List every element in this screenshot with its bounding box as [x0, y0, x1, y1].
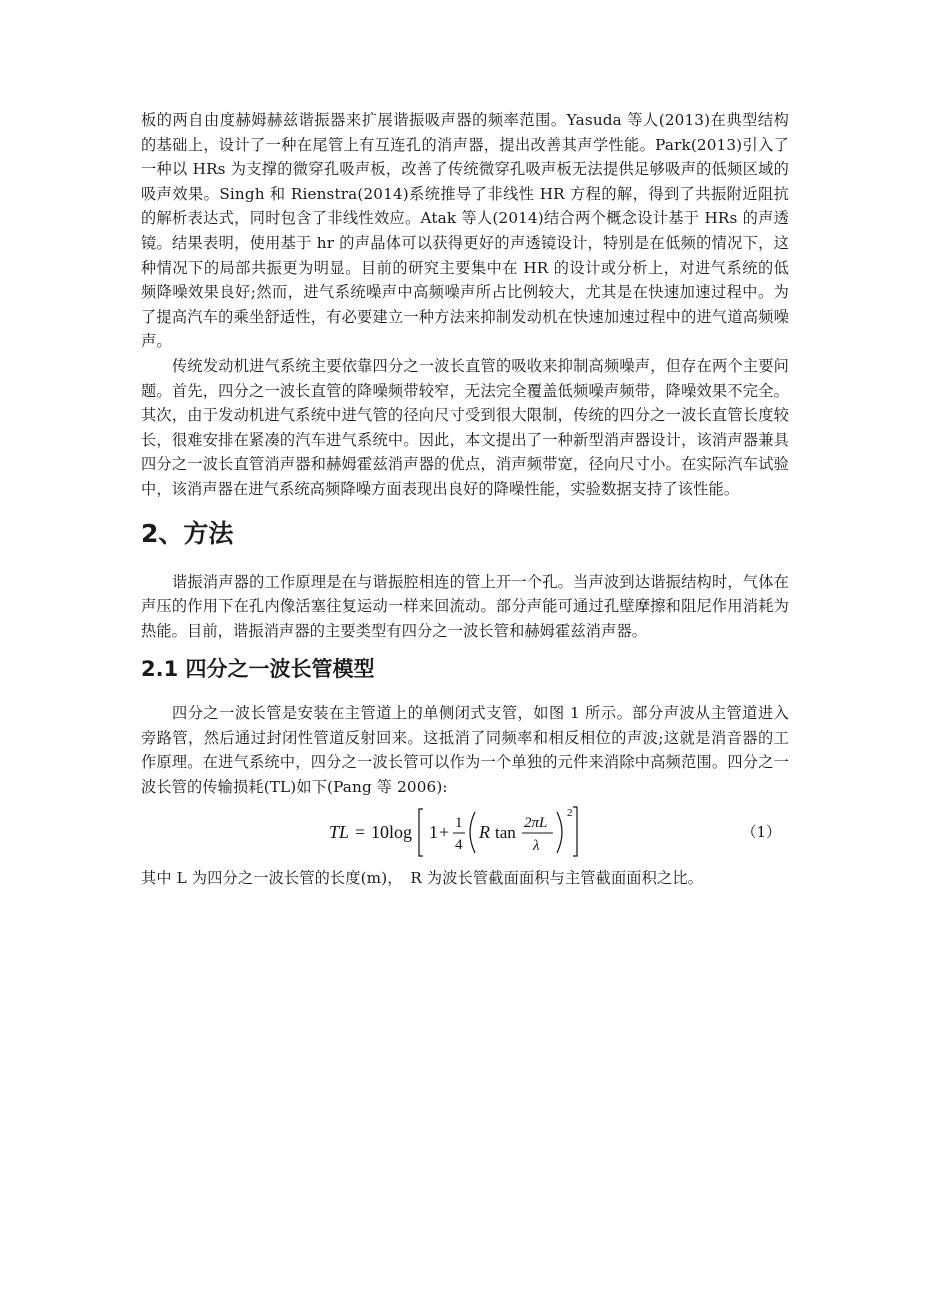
- eq-frac1-den: 4: [455, 836, 463, 853]
- equation-row: [141, 802, 789, 862]
- equation-number: （1）: [741, 822, 781, 841]
- paragraph-traditional-intake: 传统发动机进气系统主要依靠四分之一波长直管的吸收来抑制高频噪声，但存在两个主要问题。首先，四分之一波长直管的降噪频带较窄，无法完全覆盖低频噪声频带，降噪效果不完全。其次，由于发动机进气系统中进气管的径向尺寸受到很大限制，传统的四分之一波长直管长度较长，很难安排在紧凑的汽车进气系统中。因此，本文提出了一种新型消声器设计，该消声器兼具四分之一波长直管消声器和赫姆霍兹消声器的优点，消声频带宽，径向尺寸小。在实际汽车试验中，该消声器在进气系统高频降噪方面表现出良好的降噪性能，实验数据支持了该性能。: [141, 356, 789, 498]
- paragraph-variable-definitions: 其中 L 为四分之一波长管的长度(m)， R 为波长管截面面积与主管截面面积之比。: [141, 868, 703, 887]
- eq-exponent: 2: [567, 806, 573, 819]
- eq-right-bracket: [573, 807, 577, 856]
- document-page: [141, 108, 789, 890]
- eq-plus: +: [439, 821, 450, 842]
- eq-coef: 10log: [371, 821, 413, 842]
- eq-one: 1: [429, 821, 438, 842]
- eq-frac1-num: 1: [455, 814, 463, 831]
- eq-right-paren: [557, 812, 562, 853]
- eq-frac2-den: λ: [533, 837, 540, 854]
- eq-equals: =: [355, 821, 366, 842]
- eq-left-paren: [470, 812, 475, 853]
- eq-tan: tan: [495, 822, 516, 842]
- eq-R: R: [479, 821, 490, 842]
- subsection-heading-quarter-wave: 2.1 四分之一波长管模型: [141, 657, 375, 682]
- paragraph-quarter-wave-tube: 四分之一波长管是安装在主管道上的单侧闭式支管，如图 1 所示。部分声波从主管道进入旁路管，然后通过封闭性管道反射回来。这抵消了同频率和相反相位的声波;这就是消音器的工作原理。在进气系统中，四分之一波长管可以作为一个单独的元件来消除中高频范围。四分之一波长管的传输损耗(TL)如下(Pang 等 2006):: [141, 704, 789, 797]
- eq-left-bracket: [419, 809, 423, 856]
- paragraph-related-work: 板的两自由度赫姆赫兹谐振器来扩展谐振吸声器的频率范围。Yasuda 等人(2013)在典型结构的基础上，设计了一种在尾管上有互连孔的消声器，提出改善其声学性能。Park(2013)引入了一种以 HRs 为支撑的微穿孔吸声板，改善了传统微穿孔吸声板无法提供足够吸声的低频区域的吸声效果。Singh 和 Rienstra(2014)系统推导了非线性 HR 方程的解，得到了共振附近阻抗的解析表达式，同时包含了非线性效应。Atak 等人(2014)结合两个概念设计基于 HRs 的声透镜。结果表明，使用基于 hr 的声晶体可以获得更好的声透镜设计，特别是在低频的情况下，这种情况下的局部共振更为明显。目前的研究主要集中在 HR 的设计或分析上，对进气系统的低频降噪效果良好;然而，进气系统噪声中高频噪声所占比例较大，尤其是在快速加速过程中。为了提高汽车的乘坐舒适性，有必要建立一种方法来抑制发动机在快速加速过程中的进气道高频噪声。: [141, 111, 789, 351]
- section-heading-methods: 2、方法: [141, 518, 234, 548]
- eq-lhs: TL: [329, 821, 350, 842]
- transmission-loss-equation: [329, 802, 589, 862]
- paragraph-resonator-principle: 谐振消声器的工作原理是在与谐振腔相连的管上开一个孔。当声波到达谐振结构时，气体在声压的作用下在孔内像活塞往复运动一样来回流动。部分声能可通过孔壁摩擦和阻尼作用消耗为热能。目前，谐振消声器的主要类型有四分之一波长管和赫姆霍兹消声器。: [141, 572, 789, 640]
- eq-frac2-num: 2πL: [524, 814, 548, 831]
